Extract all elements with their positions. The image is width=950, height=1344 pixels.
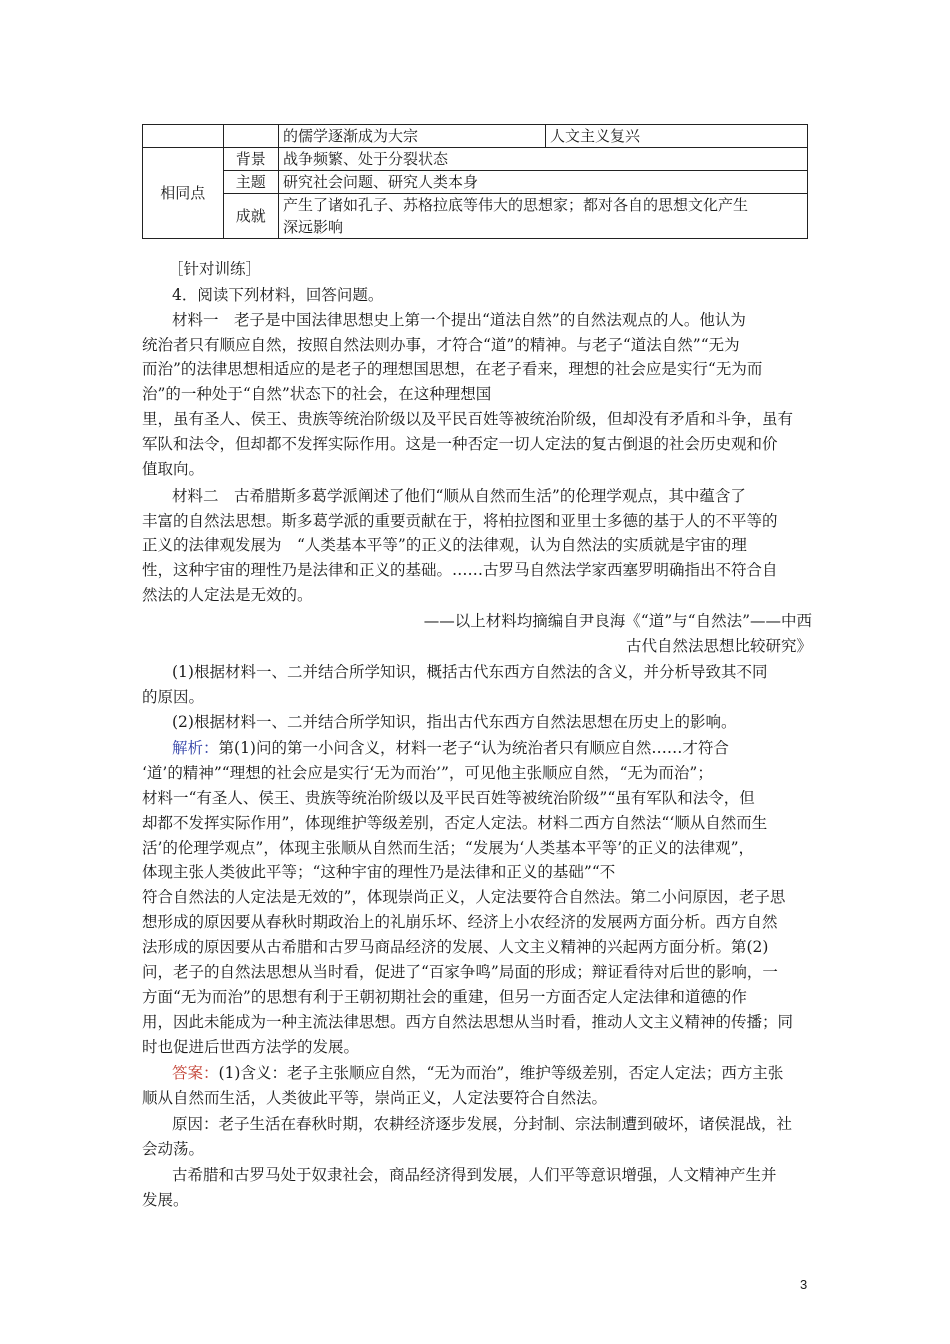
text-line: 值取向。: [142, 460, 205, 478]
text-line: 然法的人定法是无效的。: [142, 586, 313, 604]
text-line: 统治者只有顺应自然，按照自然法则办事，才符合“道”的精神。与老子“道法自然”“无为: [142, 336, 740, 354]
text-line: 治”的一种处于“自然”状态下的社会，在这种理想国: [142, 385, 492, 403]
row-key-cell: 主题: [223, 171, 278, 194]
table-cell: 的儒学逐渐成为大宗: [279, 125, 546, 148]
answer-label: 答案：: [172, 1064, 219, 1082]
table-row: [143, 148, 808, 171]
text-line: 用，因此未能成为一种主流法律思想。西方自然法思想从当时看，推动人文主义精神的传播；同: [142, 1013, 794, 1031]
text-line: 方面“无为而治”的思想有利于王朝初期社会的重建，但另一方面否定人定法律和道德的作: [142, 988, 747, 1006]
row-value-cell: 研究社会问题、研究人类本身: [279, 171, 808, 194]
text-line: 材料一 老子是中国法律思想史上第一个提出“道法自然”的自然法观点的人。他认为: [172, 311, 746, 329]
text-line: ‘道’的精神”“理想的社会应是实行‘无为而治’”，可见他主张顺应自然，“无为而治”；: [142, 764, 713, 782]
table-cell: 人文主义复兴: [546, 125, 808, 148]
practice-heading: ［针对训练］: [168, 260, 262, 278]
table-row: [143, 125, 808, 148]
text-line: 原因：老子生活在春秋时期，农耕经济逐步发展，分封制、宗法制遭到破坏，诸侯混战，社: [172, 1115, 793, 1133]
table-cell: [223, 125, 278, 148]
cell-line: 产生了诸如孔子、苏格拉底等伟大的思想家；都对各自的思想文化产生: [283, 196, 749, 214]
text-line: 时也促进后世西方法学的发展。: [142, 1038, 360, 1056]
text-line: 而治”的法律思想相适应的是老子的理想国思想，在老子看来，理想的社会应是实行“无为而: [142, 360, 763, 378]
sub-question-2: (2)根据材料一、二并结合所学知识，指出古代东西方自然法思想在历史上的影响。: [172, 713, 737, 731]
text-line: 发展。: [142, 1191, 189, 1209]
text-line: 里，虽有圣人、侯王、贵族等统治阶级以及平民百姓等被统治阶级，但却没有矛盾和斗争，虽有: [142, 410, 794, 428]
similar-label-cell: 相同点: [143, 148, 224, 239]
text-line: ——以上材料均摘编自尹良海《“道”与“自然法”——中西: [423, 612, 812, 630]
text-line: 古代自然法思想比较研究》: [625, 637, 812, 655]
text-line: 性，这种宇宙的理性乃是法律和正义的基础。……古罗马自然法学家西塞罗明确指出不符合自: [142, 561, 778, 579]
text-line: 符合自然法的人定法是无效的”，体现崇尚正义，人定法要符合自然法。第二小问原因，老子思: [142, 888, 786, 906]
text-line: 军队和法令，但却都不发挥实际作用。这是一种否定一切人定法的复古倒退的社会历史观和价: [142, 435, 778, 453]
text-line: 丰富的自然法思想。斯多葛学派的重要贡献在于，将柏拉图和亚里士多德的基于人的不平等的: [142, 512, 778, 530]
text-line: [172, 1062, 812, 1084]
row-key-cell: 成就: [223, 194, 278, 239]
analysis-label: 解析：: [172, 739, 219, 757]
text-line: 会动荡。: [142, 1140, 205, 1158]
question-prompt: 4．阅读下列材料，回答问题。: [172, 286, 384, 304]
text-line: [172, 737, 812, 759]
table-row: [143, 194, 808, 239]
analysis-text: 第(1)问的第一小问含义，材料一老子“认为统治者只有顺应自然……才符合: [218, 739, 729, 757]
text-line: 问，老子的自然法思想从当时看，促进了“百家争鸣”局面的形成；辩证看待对后世的影响，一: [142, 963, 778, 981]
text-line: 法形成的原因要从古希腊和古罗马商品经济的发展、人文主义精神的兴起两方面分析。第(2): [142, 938, 769, 956]
row-value-cell: [279, 194, 808, 239]
answer-text: (1)含义：老子主张顺应自然，“无为而治”，维护等级差别，否定人定法；西方主张: [218, 1064, 784, 1082]
table-cell: [143, 125, 224, 148]
text-line: 古希腊和古罗马处于奴隶社会，商品经济得到发展，人们平等意识增强，人文精神产生并: [172, 1166, 777, 1184]
row-key-cell: 背景: [223, 148, 278, 171]
cell-line: 深远影响: [283, 218, 344, 236]
text-line: 材料二 古希腊斯多葛学派阐述了他们“顺从自然而生活”的伦理学观点，其中蕴含了: [172, 487, 746, 505]
row-value-cell: 战争频繁、处于分裂状态: [279, 148, 808, 171]
page-number: 3: [800, 1277, 808, 1292]
text-line: 活’的伦理学观点”，体现主张顺从自然而生活；“发展为‘人类基本平等’的正义的法律观”，: [142, 839, 755, 857]
text-line: 材料一“有圣人、侯王、贵族等统治阶级以及平民百姓等被统治阶级”“虽有军队和法令，但: [142, 789, 755, 807]
text-line: 顺从自然而生活，人类彼此平等，崇尚正义，人定法要符合自然法。: [142, 1089, 608, 1107]
comparison-table: [142, 124, 808, 239]
table-row: [143, 171, 808, 194]
text-line: 的原因。: [142, 688, 205, 706]
text-line: 体现主张人类彼此平等；“这种宇宙的理性乃是法律和正义的基础”“不: [142, 863, 616, 881]
text-line: 却都不发挥实际作用”，体现维护等级差别，否定人定法。材料二西方自然法“‘顺从自然而生: [142, 814, 768, 832]
text-line: (1)根据材料一、二并结合所学知识，概括古代东西方自然法的含义，并分析导致其不同: [172, 663, 768, 681]
text-line: 想形成的原因要从春秋时期政治上的礼崩乐坏、经济上小农经济的发展两方面分析。西方自然: [142, 913, 778, 931]
text-line: 正义的法律观发展为 “人类基本平等”的正义的法律观，认为自然法的实质就是宇宙的理: [142, 536, 747, 554]
